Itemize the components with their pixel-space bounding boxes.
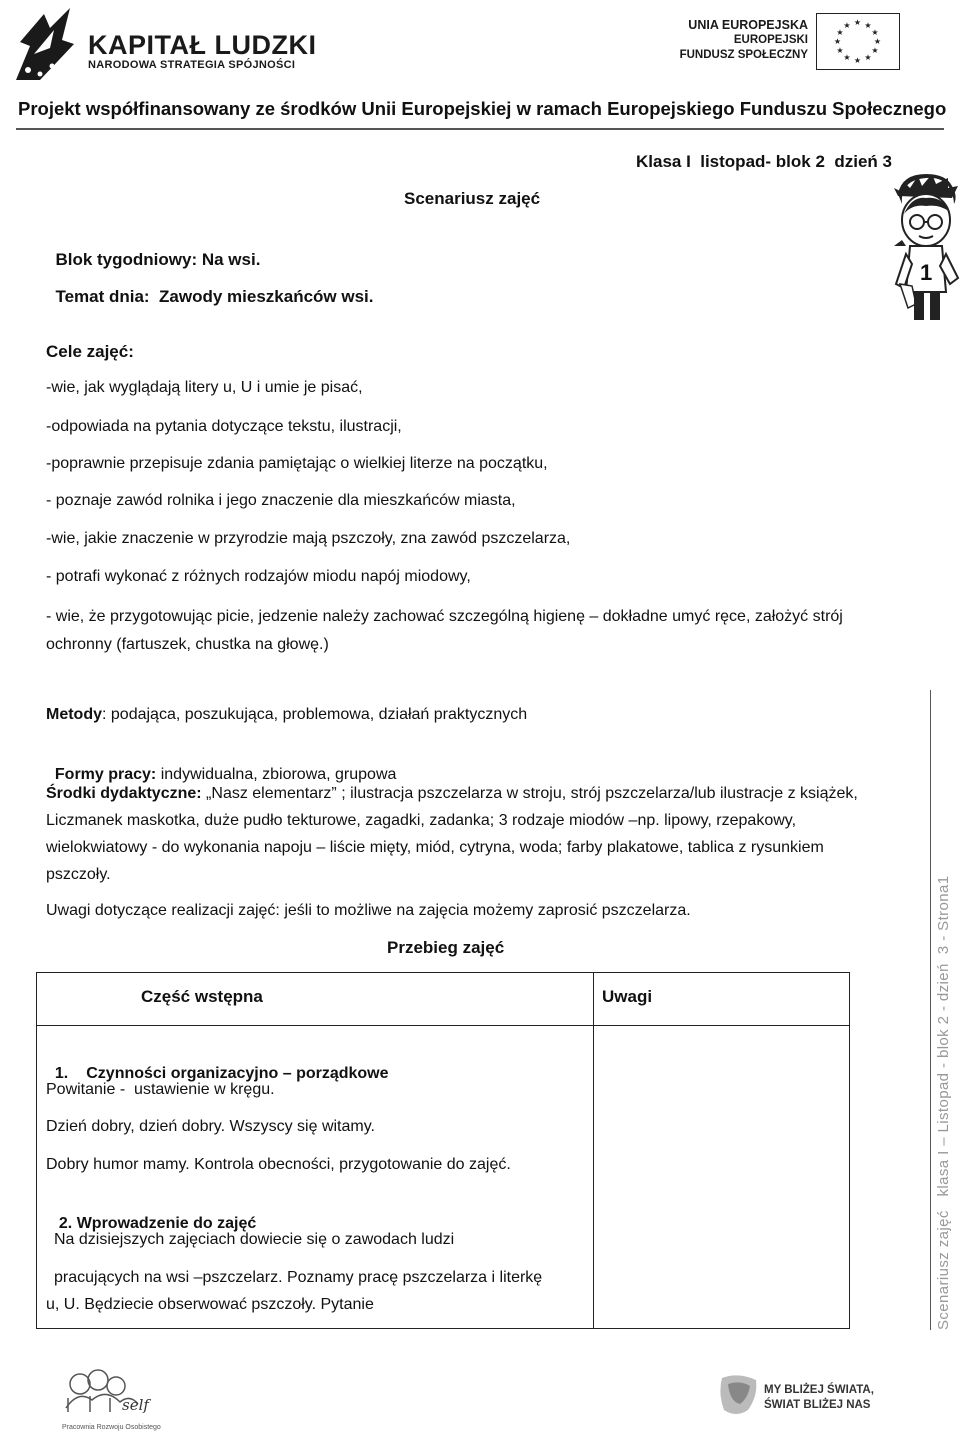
section-1-title: Czynności organizacyjno – porządkowe xyxy=(86,1065,389,1082)
aids-value: „Nasz elementarz” ; ilustracja pszczelarza w stroju, strój pszczelarza/lub ilustracje z książek, Liczmanek maskotka, duże pudło tekturowe, zagadki, zadanka; 3 rodzaje miodów –np. lipowy, rzepakowy, wielokwiatowy - do wykonania napoju – liście mięty, miód, cytryna, woda; farby plakatowe, tablica z rysunkiem pszczoły. xyxy=(46,785,858,883)
table-header-part: Część wstępna xyxy=(141,987,263,1006)
svg-text:★: ★ xyxy=(836,28,844,37)
eu-line-1: UNIA EUROPEJSKA xyxy=(688,18,808,32)
section-2-title: Wprowadzenie do zajęć xyxy=(76,1215,257,1232)
header-divider xyxy=(16,128,944,130)
table-line: Powitanie - ustawienie w kręgu. xyxy=(46,1081,275,1098)
eu-line-2: EUROPEJSKI xyxy=(733,34,808,46)
table-line: pracujących na wsi –pszczelarz. Poznamy pracę pszczelarza i literkę xyxy=(54,1269,543,1286)
forms-value: indywidualna, zbiorowa, grupowa xyxy=(156,766,397,783)
svg-text:★: ★ xyxy=(864,53,872,62)
sidebar-divider xyxy=(930,690,931,1330)
methods-line xyxy=(46,704,876,726)
aids-paragraph xyxy=(46,780,876,888)
methods-label: Metody xyxy=(46,706,102,723)
mascot-number: 1 xyxy=(920,260,933,285)
block-label: Blok tygodniowy xyxy=(55,250,192,269)
table-line: Dobry humor mamy. Kontrola obecności, przygotowanie do zajęć. xyxy=(46,1156,511,1173)
section-2-number: 2. xyxy=(58,1215,73,1232)
project-funding-line: Projekt współfinansowany ze środków Unii Europejskiej w ramach Europejskiego Funduszu Społecznego xyxy=(18,98,947,119)
svg-text:★: ★ xyxy=(833,37,842,46)
goal-item: - potrafi wykonać z różnych rodzajów miodu napój miodowy, xyxy=(46,568,471,585)
svg-text:★: ★ xyxy=(871,28,879,37)
svg-text:★: ★ xyxy=(843,21,851,30)
self-logo-caption: Pracownia Rozwoju Osobistego xyxy=(62,1424,161,1431)
section-1-number: 1. xyxy=(54,1065,69,1082)
table-line: Dzień dobry, dzień dobry. Wszyscy się witamy. xyxy=(46,1118,375,1135)
goal-item: -wie, jak wyglądają litery u, U i umie je pisać, xyxy=(46,379,363,396)
world-logo-line-1: MY BLIŻEJ ŚWIATA, xyxy=(764,1384,874,1396)
sidebar-footer-text: Scenariusz zajęć klasa I – Listopad - blok 2 - dzień 3 - Strona1 xyxy=(935,875,952,1330)
scenario-title: Scenariusz zajęć xyxy=(404,189,541,208)
eu-flag-icon xyxy=(816,13,900,70)
svg-text:★: ★ xyxy=(873,37,882,46)
aids-label: Środki dydaktyczne: xyxy=(46,785,202,802)
goal-item: - wie, że przygotowując picie, jedzenie należy zachować szczególną higienę – dokładne umyć ręce, założyć strój ochronny (fartuszek, chustka na głowę.) xyxy=(46,608,843,653)
logo-name: KAPITAŁ LUDZKI xyxy=(88,30,317,60)
svg-text:★: ★ xyxy=(843,53,851,62)
world-logo-line-2: ŚWIAT BLIŻEJ NAS xyxy=(764,1399,871,1411)
svg-text:★: ★ xyxy=(853,56,862,65)
class-info: Klasa I listopad- blok 2 dzień 3 xyxy=(635,152,892,171)
goal-item: - poznaje zawód rolnika i jego znaczenie dla mieszkańców miasta, xyxy=(46,492,516,509)
methods-value: : podająca, poszukująca, problemowa, działań praktycznych xyxy=(102,706,528,723)
table-line: Na dzisiejszych zajęciach dowiecie się o zawodach ludzi xyxy=(54,1231,455,1248)
remarks-line: Uwagi dotyczące realizacji zajęć: jeśli to możliwe na zajęcia możemy zaprosić pszczelarza. xyxy=(46,902,691,919)
course-title: Przebieg zajęć xyxy=(387,938,505,957)
topic-label: Temat dnia: xyxy=(55,287,150,306)
eu-line-3: FUNDUSZ SPOŁECZNY xyxy=(679,49,808,61)
goal-item: -poprawnie przepisuje zdania pamiętając o wielkiej literze na początku, xyxy=(46,455,548,472)
goals-heading: Cele zajęć: xyxy=(46,342,134,361)
svg-text:★: ★ xyxy=(871,46,879,55)
svg-text:★: ★ xyxy=(864,21,872,30)
mascot-illustration xyxy=(892,174,960,324)
eu-logo-text xyxy=(680,18,808,63)
world-logo-icon xyxy=(718,1372,760,1418)
topic-line xyxy=(46,264,374,308)
table-header-divider xyxy=(36,1025,850,1026)
table-line: u, U. Będziecie obserwować pszczoły. Pytanie xyxy=(46,1296,374,1313)
table-header-remarks: Uwagi xyxy=(602,987,653,1006)
goal-item: -odpowiada na pytania dotyczące tekstu, ilustracji, xyxy=(46,418,402,435)
forms-label: Formy pracy: xyxy=(54,766,157,783)
world-logo-text xyxy=(764,1383,874,1413)
svg-text:★: ★ xyxy=(836,46,844,55)
block-value: : Na wsi. xyxy=(191,250,261,269)
topic-value: Zawody mieszkańców wsi. xyxy=(149,287,374,306)
goal-item: -wie, jakie znaczenie w przyrodzie mają pszczoły, zna zawód pszczelarza, xyxy=(46,530,571,547)
kapital-ludzki-logo-icon xyxy=(10,4,82,84)
self-logo-mark: self xyxy=(122,1396,149,1414)
logo-subtitle: NARODOWA STRATEGIA SPÓJNOŚCI xyxy=(88,59,296,71)
svg-text:★: ★ xyxy=(853,18,862,27)
kapital-ludzki-logo-text xyxy=(88,30,316,71)
